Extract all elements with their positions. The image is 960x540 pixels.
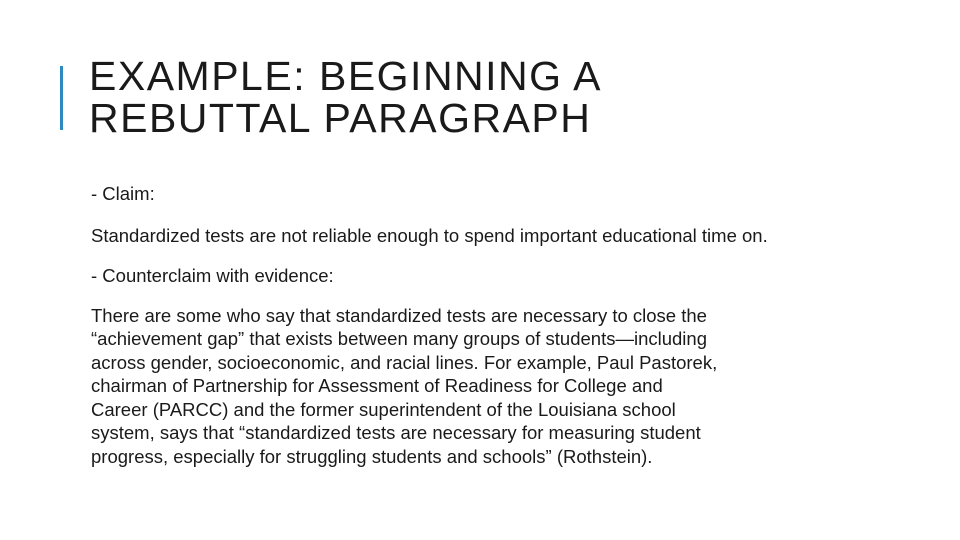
counterclaim-line: “achievement gap” that exists between many groups of students—including — [91, 328, 707, 349]
claim-text: Standardized tests are not reliable enough to spend important educational time on. — [91, 224, 768, 246]
title-accent-bar — [60, 66, 63, 130]
slide-title-line-1: EXAMPLE: BEGINNING A — [89, 53, 603, 99]
counterclaim-line: system, says that “standardized tests are necessary for measuring student — [91, 422, 701, 443]
counterclaim-text — [91, 304, 871, 469]
slide-body — [91, 182, 871, 468]
slide-title — [89, 55, 909, 139]
counterclaim-line: across gender, socioeconomic, and racial lines. For example, Paul Pastorek, — [91, 351, 718, 373]
counterclaim-line: chairman of Partnership for Assessment of Readiness for College and — [91, 375, 663, 396]
slide-title-line-2: REBUTTAL PARAGRAPH — [89, 95, 592, 141]
counterclaim-label: - Counterclaim with evidence: — [91, 265, 334, 286]
counterclaim-line: progress, especially for struggling students and schools” (Rothstein). — [91, 445, 653, 467]
counterclaim-line: Career (PARCC) and the former superintendent of the Louisiana school — [91, 398, 676, 420]
counterclaim-line: There are some who say that standardized tests are necessary to close the — [91, 304, 707, 326]
claim-label: - Claim: — [91, 183, 155, 204]
